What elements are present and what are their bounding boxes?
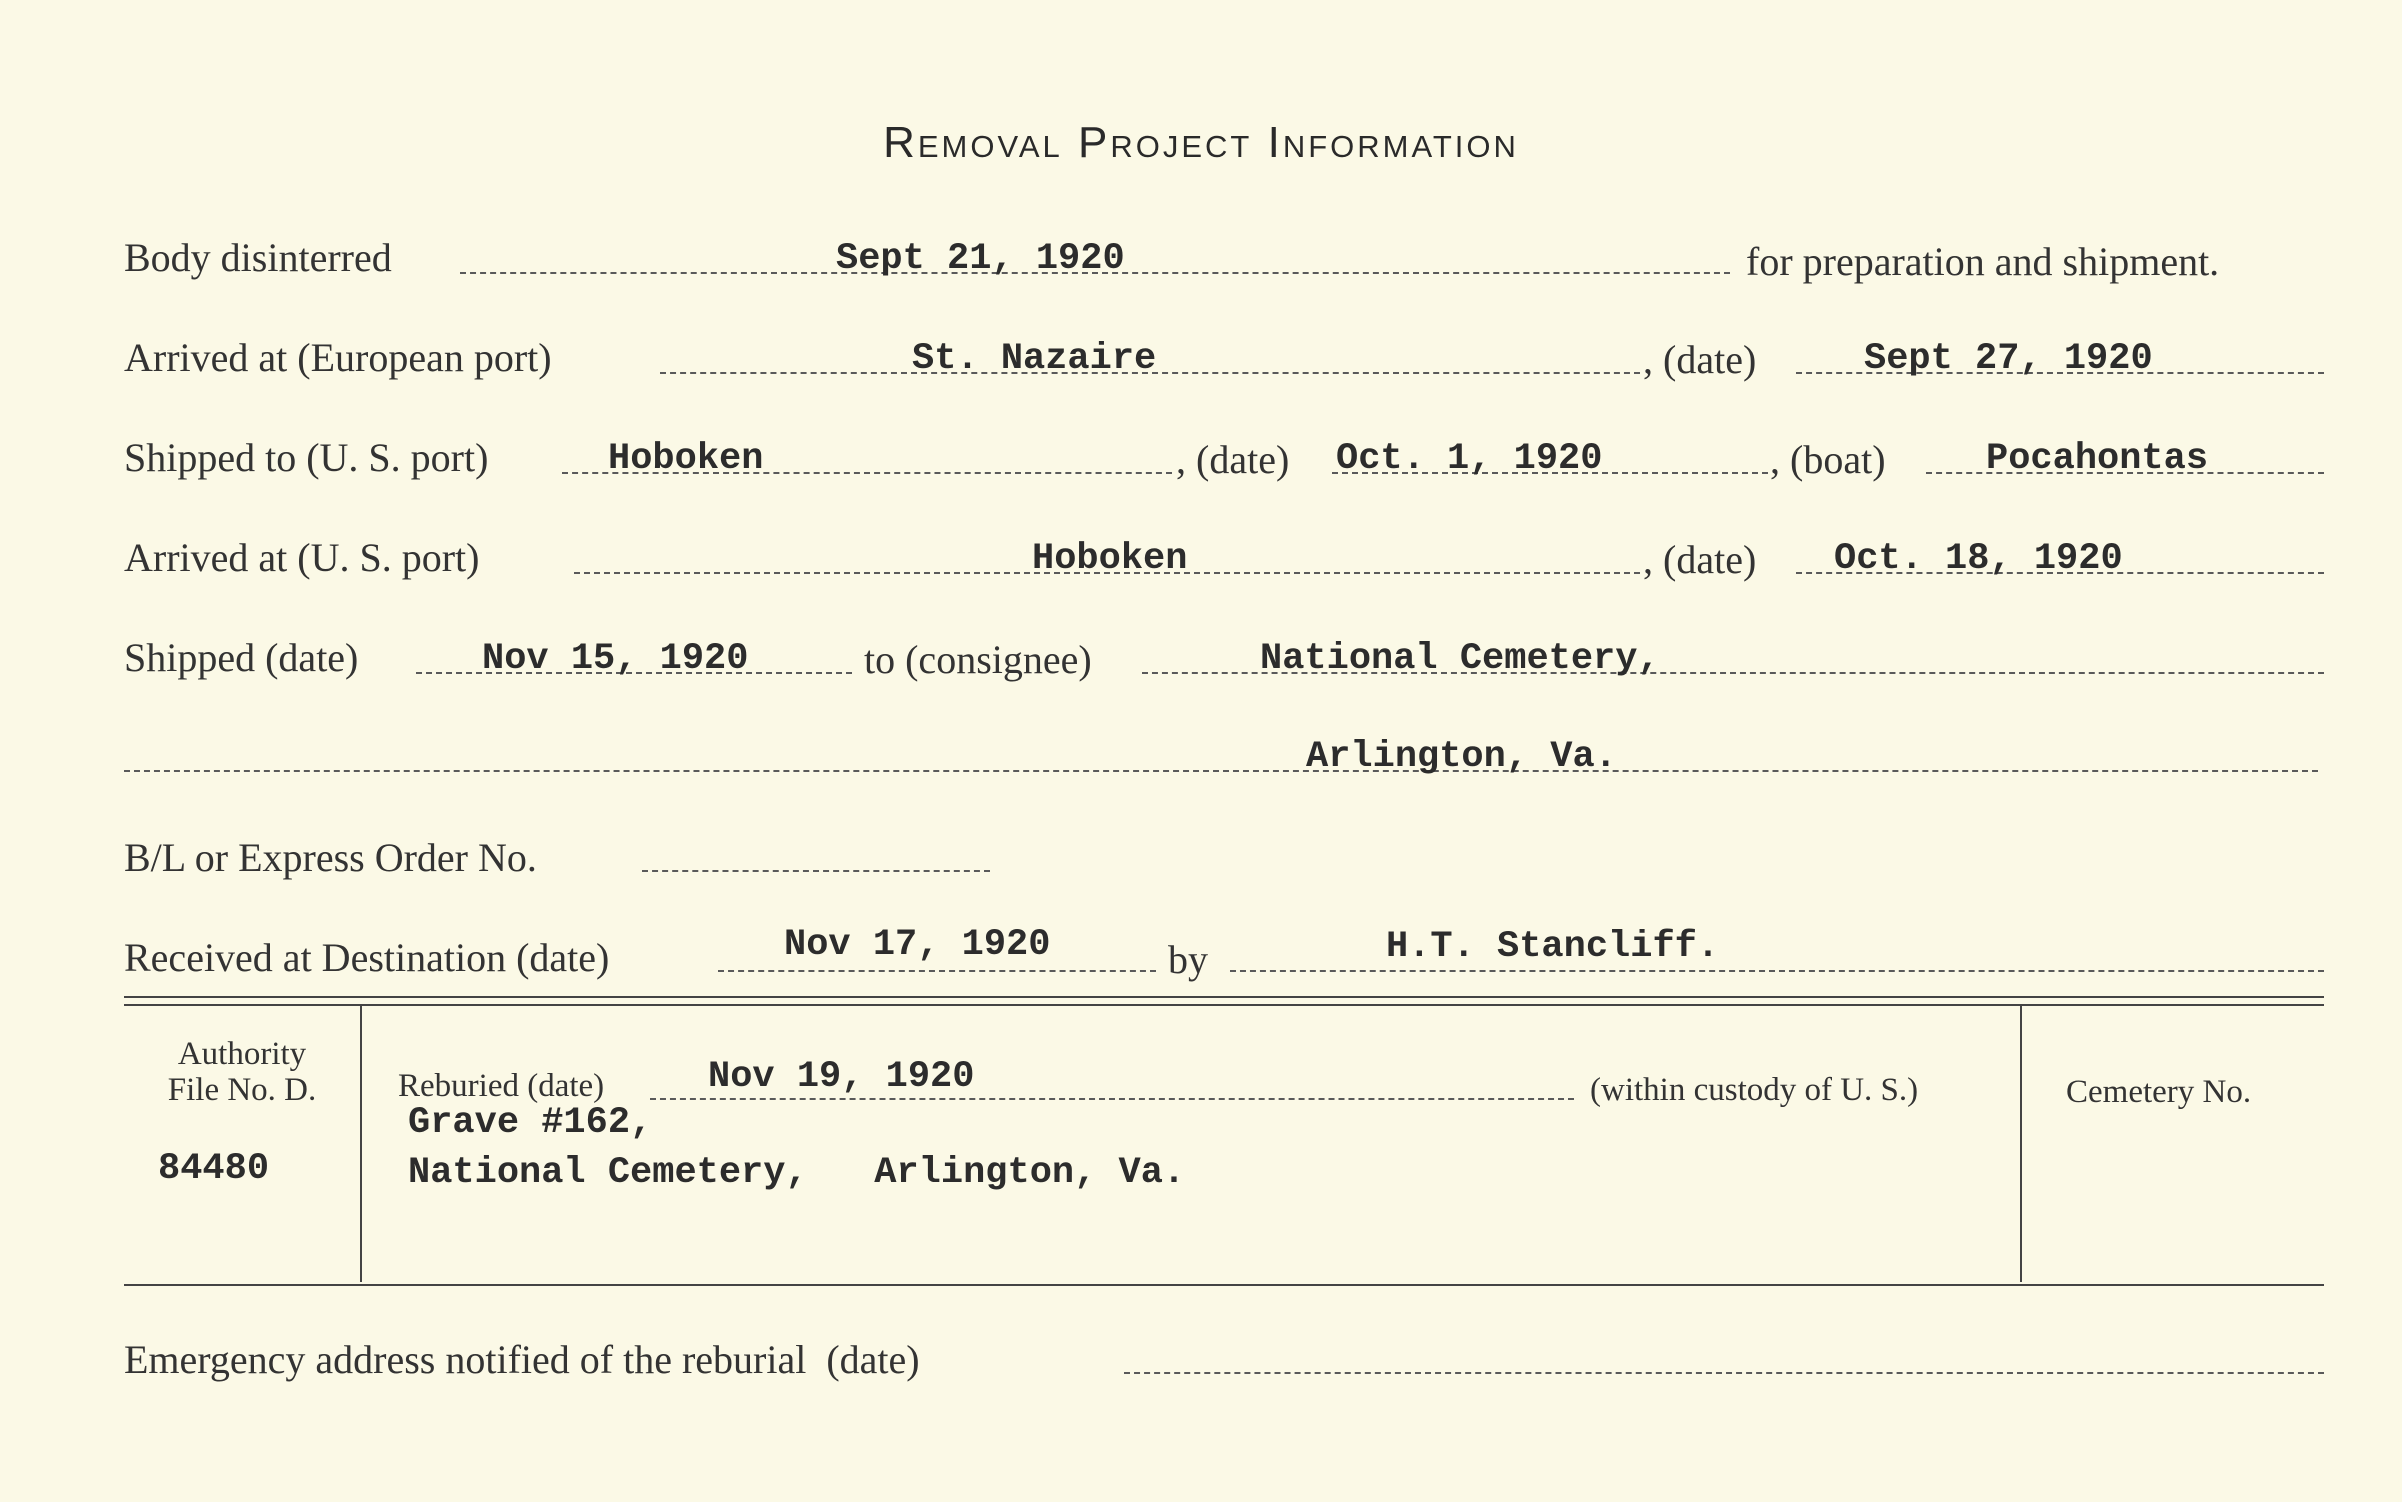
consignee-line-2 <box>124 770 2318 772</box>
shipped-us-date-value: Oct. 1, 1920 <box>1336 438 1603 480</box>
european-port-value: St. Nazaire <box>912 338 1157 380</box>
box-top-rule-1 <box>124 996 2324 998</box>
boat-label: , (boat) <box>1770 437 1886 482</box>
reburied-label: Reburied (date) <box>398 1068 605 1104</box>
shipped-us-date-label: , (date) <box>1176 437 1290 482</box>
shipped-date-label: Shipped (date) <box>124 635 359 680</box>
european-date-label: , (date) <box>1643 337 1757 382</box>
reburied-line <box>650 1098 1574 1100</box>
bl-line <box>642 870 990 872</box>
disinterred-suffix: for preparation and shipment. <box>1746 239 2220 284</box>
disinterred-label: Body disinterred <box>124 235 392 280</box>
received-line <box>718 970 1156 972</box>
authority-label-1: Authority <box>177 1036 307 1072</box>
disinterred-value: Sept 21, 1920 <box>836 238 1125 280</box>
bl-label: B/L or Express Order No. <box>124 835 537 880</box>
received-value: Nov 17, 1920 <box>784 924 1051 966</box>
consignee-value-2: Arlington, Va. <box>1306 736 1617 778</box>
box-divider-left <box>360 1006 362 1282</box>
box-divider-right <box>2020 1006 2022 1282</box>
arrived-us-date-value: Oct. 18, 1920 <box>1834 538 2123 580</box>
shipped-us-label: Shipped to (U. S. port) <box>124 435 489 480</box>
box-bottom-rule <box>124 1284 2324 1286</box>
emergency-line <box>1124 1372 2324 1374</box>
boat-value: Pocahontas <box>1986 438 2209 480</box>
arrived-us-label: Arrived at (U. S. port) <box>124 535 480 580</box>
consignee-value: National Cemetery, <box>1260 638 1660 680</box>
received-by-value: H.T. Stancliff. <box>1386 926 1720 968</box>
grave-line-2: National Cemetery, Arlington, Va. <box>408 1152 1186 1194</box>
european-date-value: Sept 27, 1920 <box>1864 338 2153 380</box>
box-top-rule-2 <box>124 1004 2324 1006</box>
european-port-label: Arrived at (European port) <box>124 335 552 380</box>
grave-line-1: Grave #162, <box>408 1102 653 1144</box>
arrived-us-value: Hoboken <box>1032 538 1188 580</box>
authority-file-number: 84480 <box>158 1148 270 1190</box>
reburied-value: Nov 19, 1920 <box>708 1056 975 1098</box>
consignee-label: to (consignee) <box>864 637 1092 682</box>
authority-label-2: File No. D. <box>167 1072 317 1108</box>
arrived-us-date-label: , (date) <box>1643 537 1757 582</box>
received-label: Received at Destination (date) <box>124 935 610 980</box>
cemetery-number-label: Cemetery No. <box>2066 1074 2252 1110</box>
card-title: Removal Project Information <box>883 118 1519 167</box>
emergency-label: Emergency address notified of the reburial (date) <box>124 1337 920 1382</box>
shipped-date-value: Nov 15, 1920 <box>482 638 749 680</box>
received-by-label: by <box>1168 937 1208 982</box>
shipped-us-value: Hoboken <box>608 438 764 480</box>
custody-label: (within custody of U. S.) <box>1590 1072 1919 1108</box>
received-by-line <box>1230 970 2324 972</box>
